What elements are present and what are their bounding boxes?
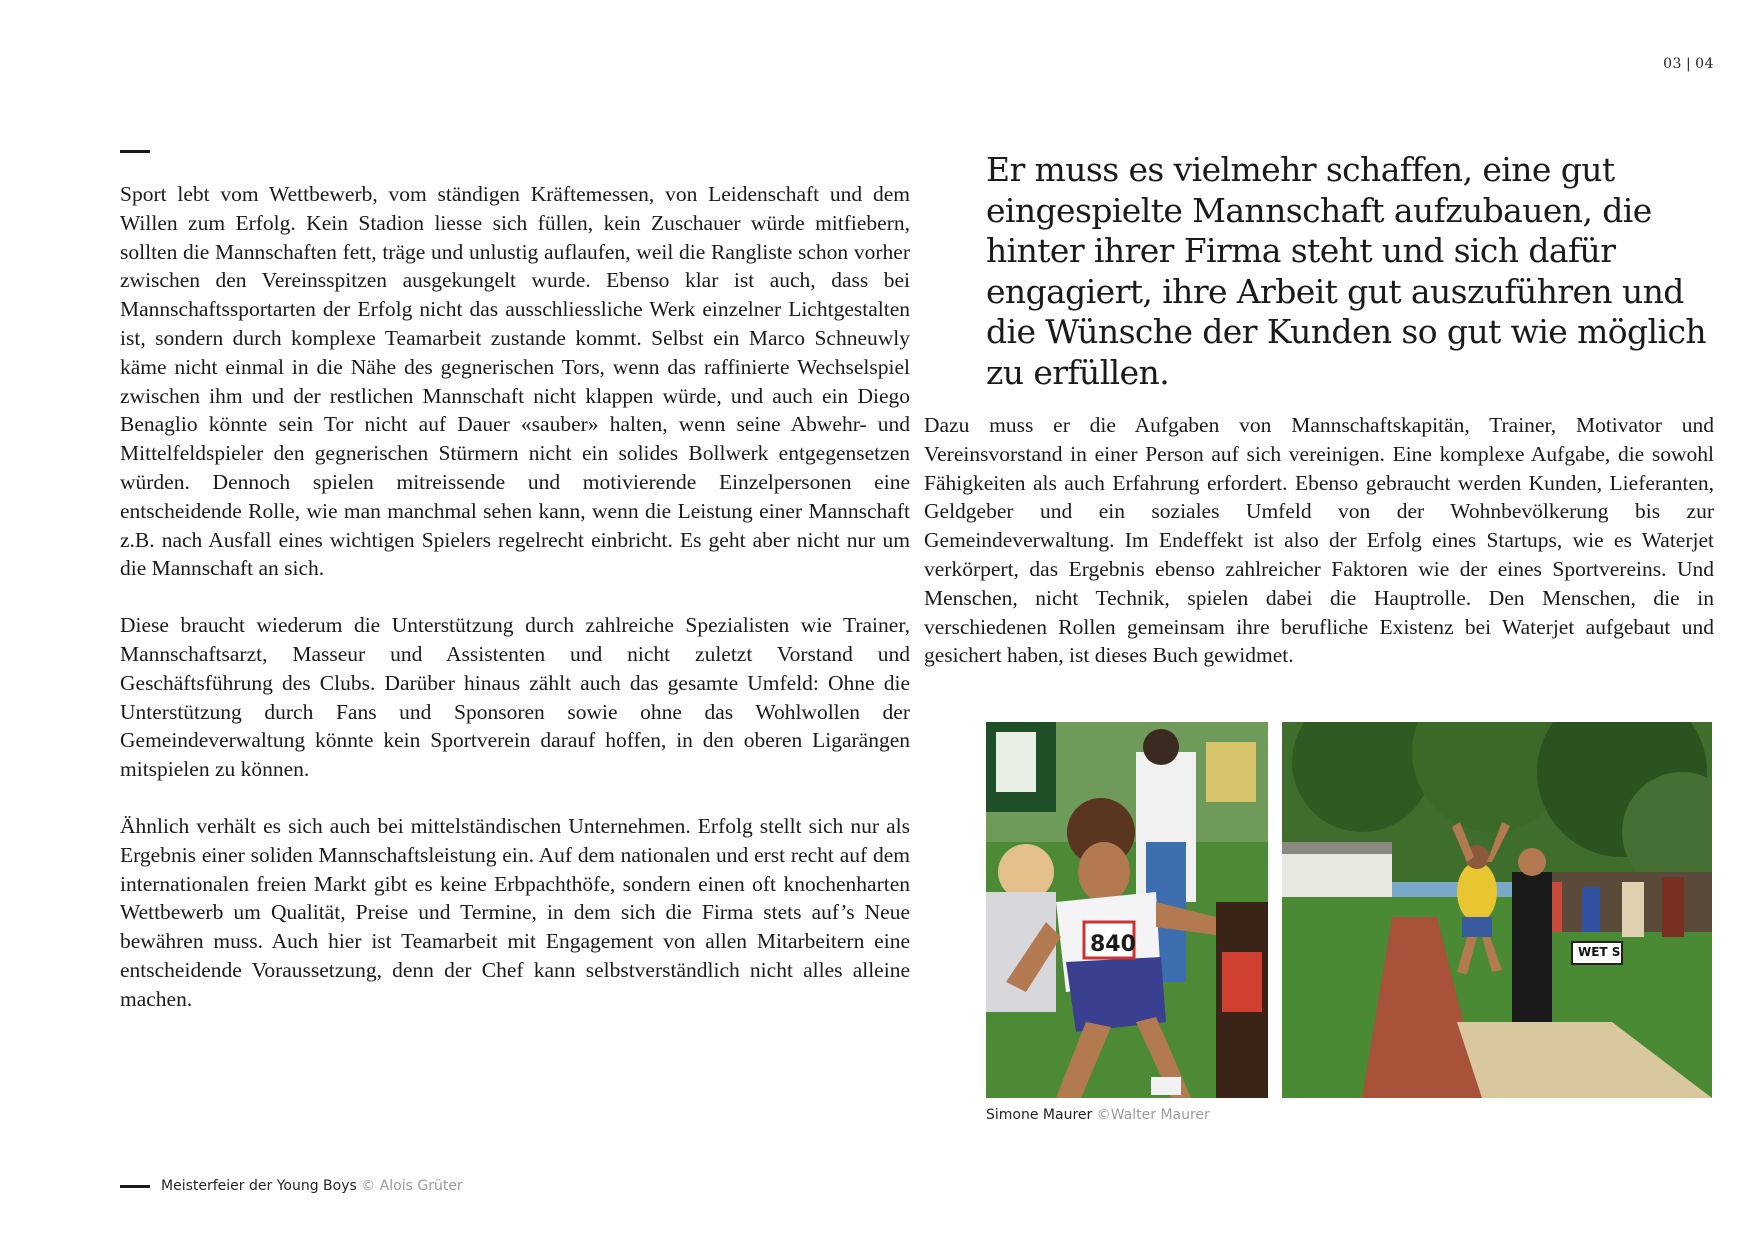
page-number-current: 03 bbox=[1663, 56, 1682, 72]
page-number bbox=[1663, 56, 1714, 72]
footer-caption bbox=[161, 1178, 463, 1194]
photo-sprinters-image bbox=[986, 722, 1268, 1098]
photo-long-jump bbox=[1282, 722, 1712, 1098]
body-paragraph-2: Diese braucht wiederum die Unterstützung durch zahlreiche Spezialisten wie Trainer, Mannschaftsarzt, Masseur und Assistenten und nicht zuletzt Vorstand und Geschäftsführung des Clubs. Darüber hinaus zählt auch das gesamte Umfeld: Ohne die Unterstützung durch Fans und Sponsoren sowie ohne das Wohlwollen der Gemeindeverwaltung könnte kein Sportverein darauf hoffen, in den oberen Ligarängen mitspielen zu können. bbox=[120, 613, 910, 782]
sign-label: WET S bbox=[1578, 945, 1621, 959]
footer-caption-credit: © Alois Grüter bbox=[361, 1178, 463, 1194]
page-number-total: 04 bbox=[1695, 56, 1714, 72]
footer-rule bbox=[120, 1185, 150, 1188]
footer-caption-name: Meisterfeier der Young Boys bbox=[161, 1178, 357, 1194]
photo-caption-credit: ©Walter Maurer bbox=[1096, 1107, 1210, 1123]
photo-long-jump-image bbox=[1282, 722, 1712, 1098]
runner-bib-number: 840 bbox=[1090, 932, 1136, 957]
body-paragraph-4: Dazu muss er die Aufgaben von Mannschaftskapitän, Trainer, Motivator und Vereinsvorstand in einer Person auf sich vereinigen. Eine komplexe Aufgabe, die sowohl Fähigkeiten als auch Erfahrung erfordert. Ebenso gebraucht werden Kunden, Lieferanten, Geldgeber und ein soziales Umfeld von der Wohnbevölkerung bis zur Gemeindeverwaltung. Im Endeffekt ist also der Erfolg eines Startups, wie es Waterjet verkörpert, das Ergebnis ebenso zahlreicher Faktoren wie der eines Sportvereins. Und Menschen, nicht Technik, spielen dabei die Hauptrolle. Den Menschen, die in verschiedenen Rollen gemeinsam ihre berufliche Existenz bei Waterjet aufgebaut und gesichert haben, ist dieses Buch gewidmet. bbox=[924, 413, 1714, 668]
photo-caption-name: Simone Maurer bbox=[986, 1107, 1093, 1123]
body-paragraph-1: Sport lebt vom Wettbewerb, vom ständigen Kräftemessen, von Leidenschaft und dem Willen zum Erfolg. Kein Stadion liesse sich füllen, kein Zuschauer würde mitfiebern, sollten die Mannschaften fett, träge und unlustig auflaufen, weil die Rangliste schon vorher zwischen den Vereinsspitzen ausgekungelt wurde. Ebenso klar ist auch, dass bei Mannschaftssportarten der Erfolg nicht das ausschliessliche Werk einzelner Lichtgestalten ist, sondern durch komplexe Teamarbeit zustande kommt. Selbst ein Marco Schneuwly käme nicht einmal in die Nähe des gegnerischen Tors, wenn das raffinierte Wechselspiel zwischen ihm und der restlichen Mannschaft nicht klappen würde, und auch ein Diego Benaglio könnte sein Tor nicht auf Dauer «sauber» halten, wenn seine Abwehr- und Mittelfeldspieler den gegnerischen Stürmern nicht ein solides Bollwerk entgegensetzen würden. Dennoch spielen mitreissende und motivierende Einzelpersonen eine entscheidende Rolle, wie man manchmal sehen kann, wenn die Leistung einer Mannschaft z.B. nach Ausfall eines wichtigen Spielers regelrecht einbricht. Es geht aber nicht nur um die Mannschaft an sich. bbox=[120, 182, 910, 581]
right-column bbox=[924, 411, 1714, 670]
left-column bbox=[120, 180, 910, 1042]
photo-caption bbox=[986, 1107, 1210, 1123]
section-rule bbox=[120, 150, 150, 153]
body-paragraph-3: Ähnlich verhält es sich auch bei mittelständischen Unternehmen. Erfolg stellt sich nur als Ergebnis einer soliden Mannschaftsleistung ein. Auf dem nationalen und erst recht auf dem internationalen freien Markt gibt es keine Erbpachthöfe, sondern einen oft knochenharten Wettbewerb um Qualität, Preise und Termine, in dem sich die Firma stets auf’s Neue bewähren muss. Auch hier ist Teamarbeit mit Engagement von allen Mitarbeitern eine entscheidende Voraussetzung, denn der Chef kann selbstverständlich nicht alles alleine machen. bbox=[120, 813, 910, 1011]
photo-sprinters bbox=[986, 722, 1268, 1098]
page-number-separator: | bbox=[1685, 56, 1692, 72]
pull-quote: Er muss es vielmehr schaffen, eine gut eingespielte Mannschaft aufzubauen, die hinter ihrer Firma steht und sich dafür engagiert, ihre Arbeit gut auszuführen und die Wünsche der Kunden so gut wie möglich zu erfüllen. bbox=[986, 150, 1706, 392]
